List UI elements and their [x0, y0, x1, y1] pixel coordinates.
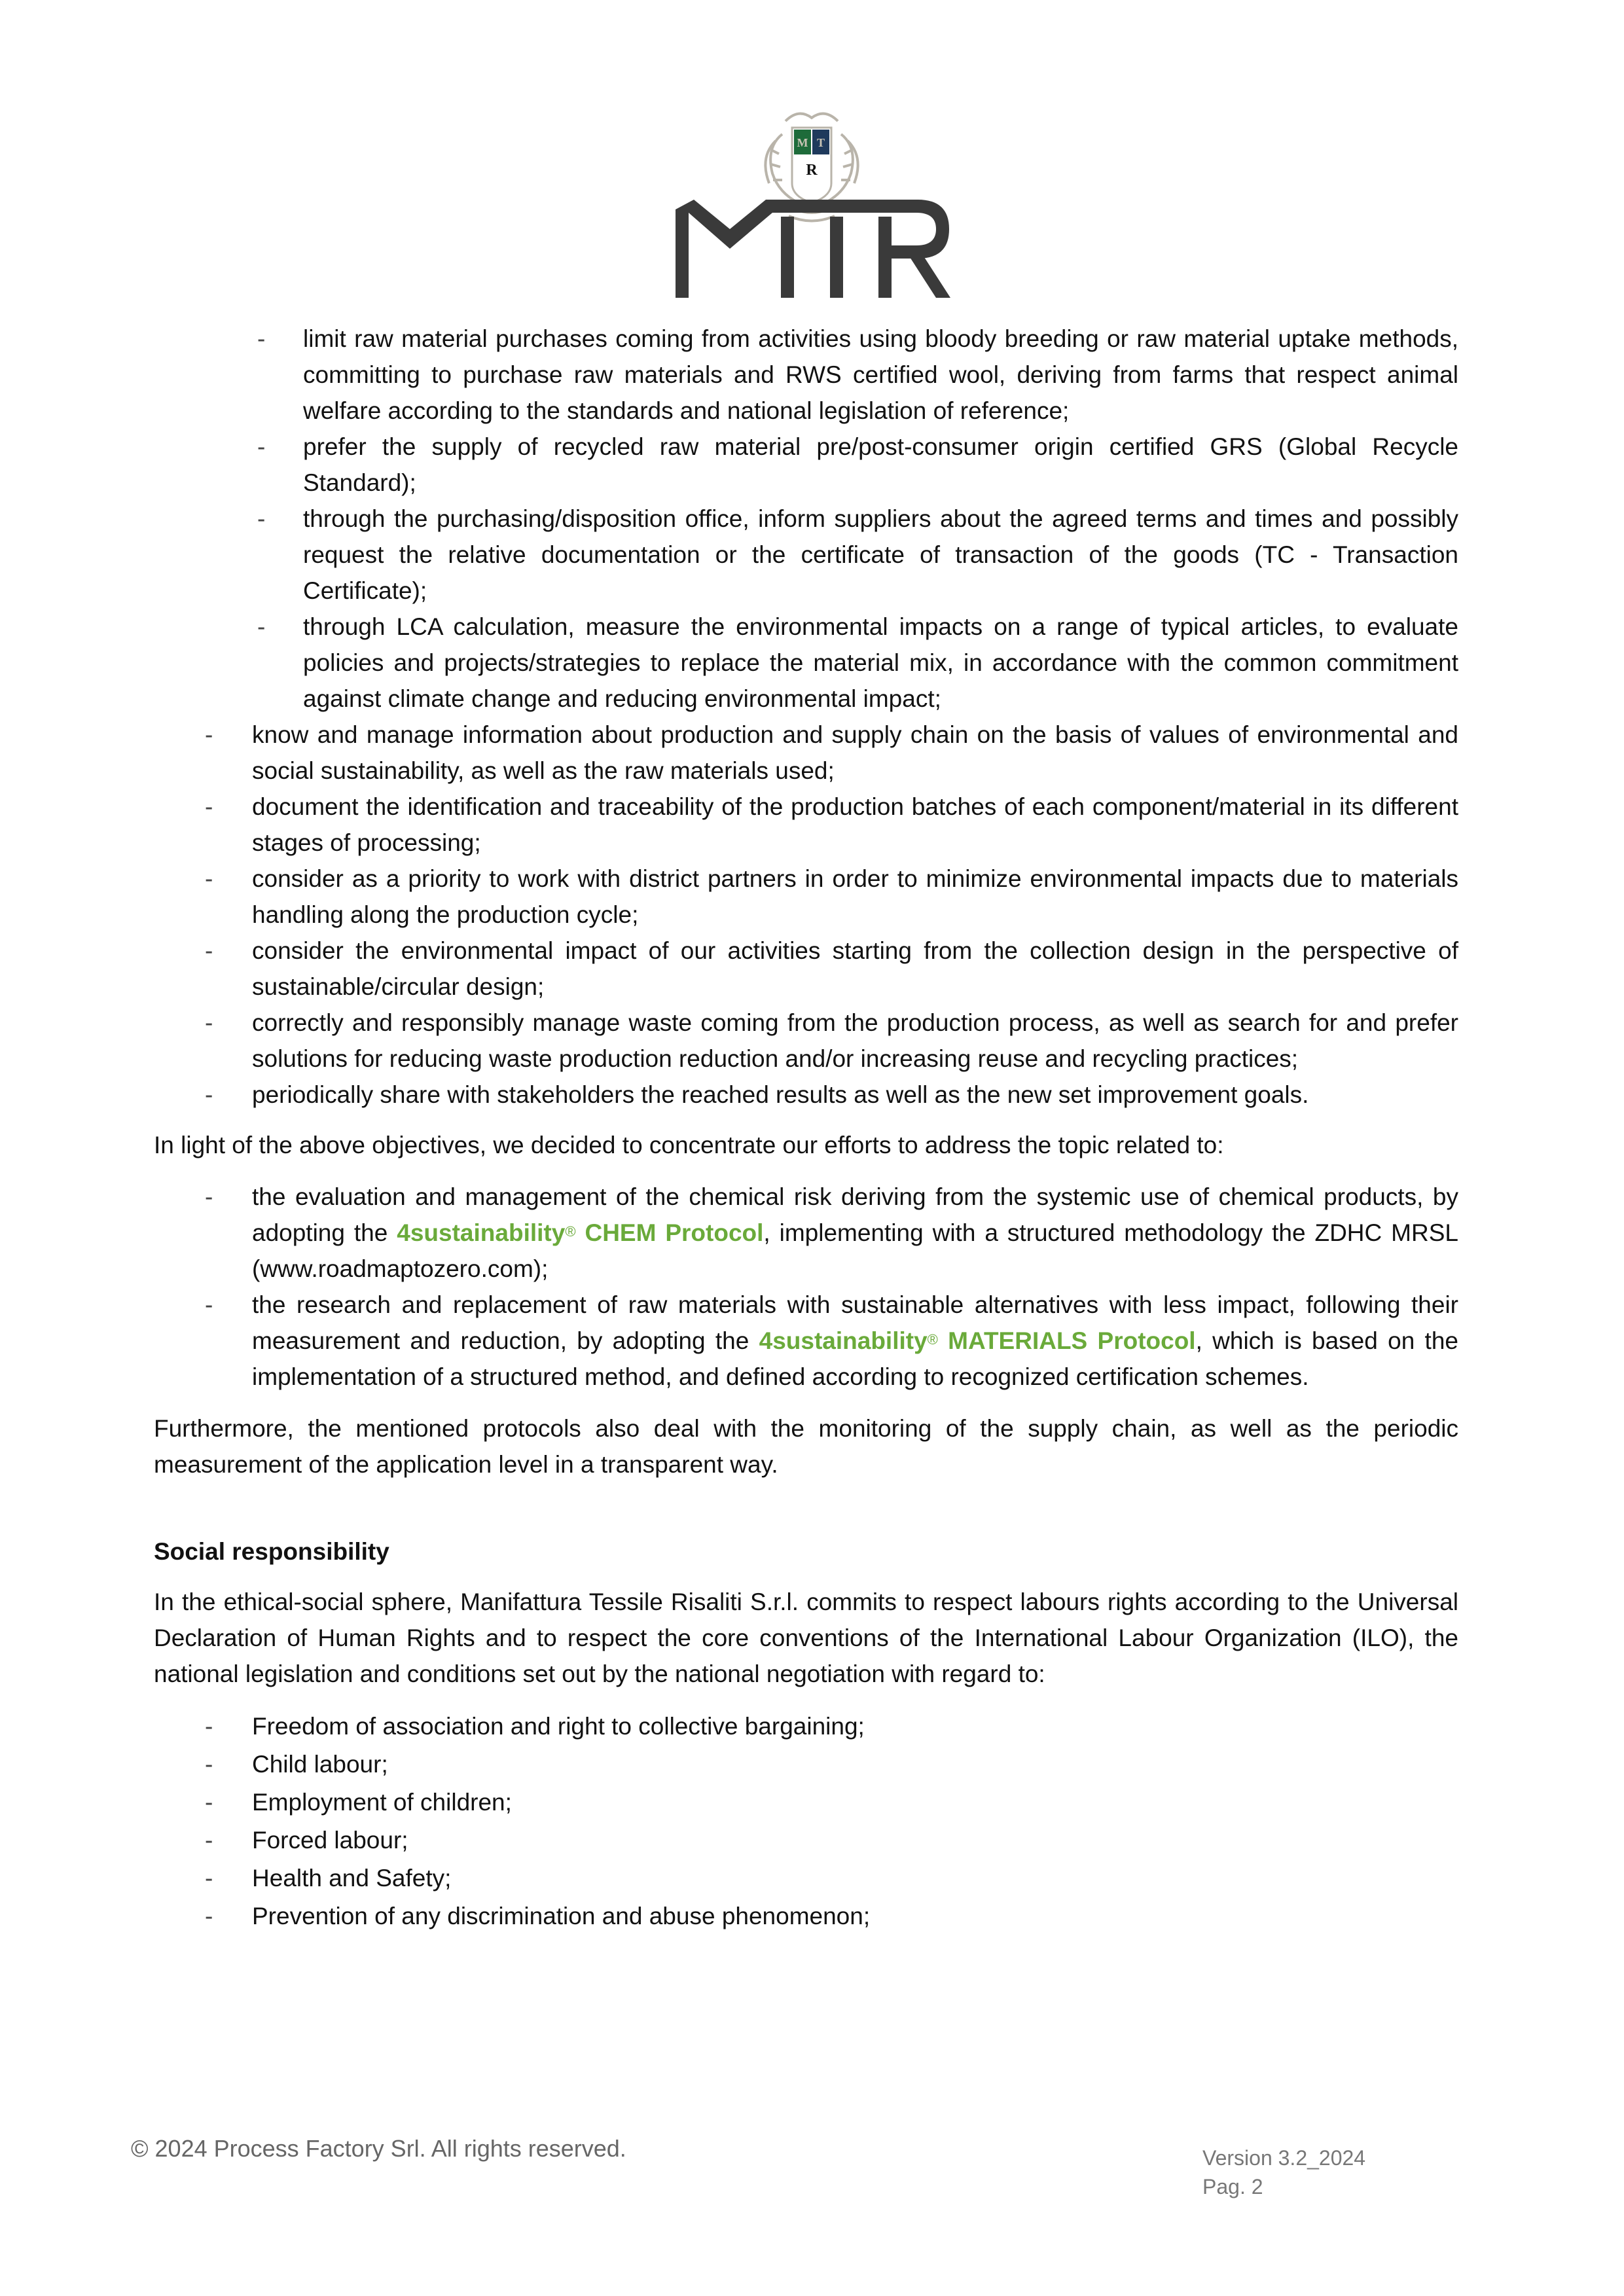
bullet-dash: -: [205, 1903, 213, 1929]
company-logo: [668, 95, 956, 304]
svg-text:M: M: [797, 136, 808, 149]
bullet-dash: -: [205, 1009, 213, 1036]
list-item: - consider as a priority to work with district partners in order to minimize environmental impacts due to materials handling along the production cycle;: [154, 861, 1458, 933]
svg-text:R: R: [806, 162, 818, 179]
materials-protocol-highlight: 4sustainability® MATERIALS Protocol: [759, 1327, 1196, 1354]
list-item: - periodically share with stakeholders the reached results as well as the new set improvement goals.: [154, 1077, 1458, 1113]
section-heading-social: Social responsibility: [154, 1538, 389, 1565]
list-item: - Prevention of any discrimination and abuse phenomenon;: [154, 1897, 1458, 1935]
social-rights-list: [154, 1708, 1458, 1935]
document-body: [154, 321, 1458, 1935]
bullet-dash: -: [205, 1827, 213, 1854]
svg-text:T: T: [816, 136, 825, 149]
list-item: - through the purchasing/disposition office, inform suppliers about the agreed terms and times and possibly request the relative documentation or the certificate of transaction of the goods (TC - Transaction Certificate);: [154, 501, 1458, 609]
list-item: - Child labour;: [154, 1746, 1458, 1784]
list-item: - consider the environmental impact of our activities starting from the collection design in the perspective of sustainable/circular design;: [154, 933, 1458, 1005]
bullet-dash: -: [205, 1713, 213, 1740]
footer-version-block: [1202, 2144, 1365, 2201]
social-paragraph: In the ethical-social sphere, Manifattura Tessile Risaliti S.r.l. commits to respect labours rights according to the Universal Declaration of Human Rights and to respect the core conventions of the International Labour Organization (ILO), the national legislation and conditions set out by the national negotiation with regard to:: [154, 1588, 1458, 1687]
bullet-dash: -: [205, 937, 213, 964]
objectives-bullet-list: [154, 717, 1458, 1113]
page-number: Pag. 2: [1202, 2175, 1263, 2198]
bullet-dash: -: [257, 613, 266, 640]
bullet-dash: -: [205, 1081, 213, 1108]
bullet-dash: -: [205, 1865, 213, 1892]
list-item: - the research and replacement of raw materials with sustainable alternatives with less impact, following their measurement and reduction, by adopting the 4sustainability® MATERIALS Protocol, which is based on the implementation of a structured method, and defined according to recognized certification schemes.: [154, 1287, 1458, 1395]
version-label: Version 3.2_2024: [1202, 2146, 1366, 2170]
protocol-bullet-list: [154, 1179, 1458, 1395]
bullet-dash: -: [205, 1183, 213, 1210]
bullet-dash: -: [205, 1751, 213, 1778]
list-item: - through LCA calculation, measure the environmental impacts on a range of typical articles, to evaluate policies and projects/strategies to replace the material mix, in accordance with the common commitment against climate change and reducing environmental impact;: [154, 609, 1458, 717]
list-item: - Freedom of association and right to collective bargaining;: [154, 1708, 1458, 1746]
nested-bullet-list: [154, 321, 1458, 717]
bullet-dash: -: [205, 1789, 213, 1816]
list-item: - know and manage information about production and supply chain on the basis of values of environmental and social sustainability, as well as the raw materials used;: [154, 717, 1458, 789]
furthermore-paragraph: Furthermore, the mentioned protocols also deal with the monitoring of the supply chain, as well as the periodic measurement of the application level in a transparent way.: [154, 1415, 1458, 1478]
bullet-dash: -: [257, 433, 266, 460]
mtr-crest-icon: [668, 95, 956, 304]
chem-protocol-highlight: 4sustainability® CHEM Protocol: [397, 1219, 764, 1246]
bullet-dash: -: [205, 721, 213, 748]
list-item: - Health and Safety;: [154, 1859, 1458, 1897]
bullet-dash: -: [205, 793, 213, 820]
list-item: - Employment of children;: [154, 1784, 1458, 1821]
footer-copyright: © 2024 Process Factory Srl. All rights reserved.: [131, 2135, 626, 2162]
list-item: - correctly and responsibly manage waste coming from the production process, as well as search for and prefer solutions for reducing waste production reduction and/or increasing reuse and recycling practices;: [154, 1005, 1458, 1077]
bullet-dash: -: [205, 1291, 213, 1318]
list-item: - Forced labour;: [154, 1821, 1458, 1859]
list-item: - prefer the supply of recycled raw material pre/post-consumer origin certified GRS (Global Recycle Standard);: [154, 429, 1458, 501]
list-item: - document the identification and traceability of the production batches of each component/material in its different stages of processing;: [154, 789, 1458, 861]
list-item: - limit raw material purchases coming from activities using bloody breeding or raw material uptake methods, committing to purchase raw materials and RWS certified wool, deriving from farms that respect animal welfare according to the standards and national legislation of reference;: [154, 321, 1458, 429]
list-item: - the evaluation and management of the chemical risk deriving from the systemic use of chemical products, by adopting the 4sustainability® CHEM Protocol, implementing with a structured methodology the ZDHC MRSL (www.roadmaptozero.com);: [154, 1179, 1458, 1287]
bullet-dash: -: [205, 865, 213, 892]
intro-paragraph: In light of the above objectives, we decided to concentrate our efforts to address the topic related to:: [154, 1132, 1224, 1158]
bullet-dash: -: [257, 325, 266, 352]
bullet-dash: -: [257, 505, 266, 532]
